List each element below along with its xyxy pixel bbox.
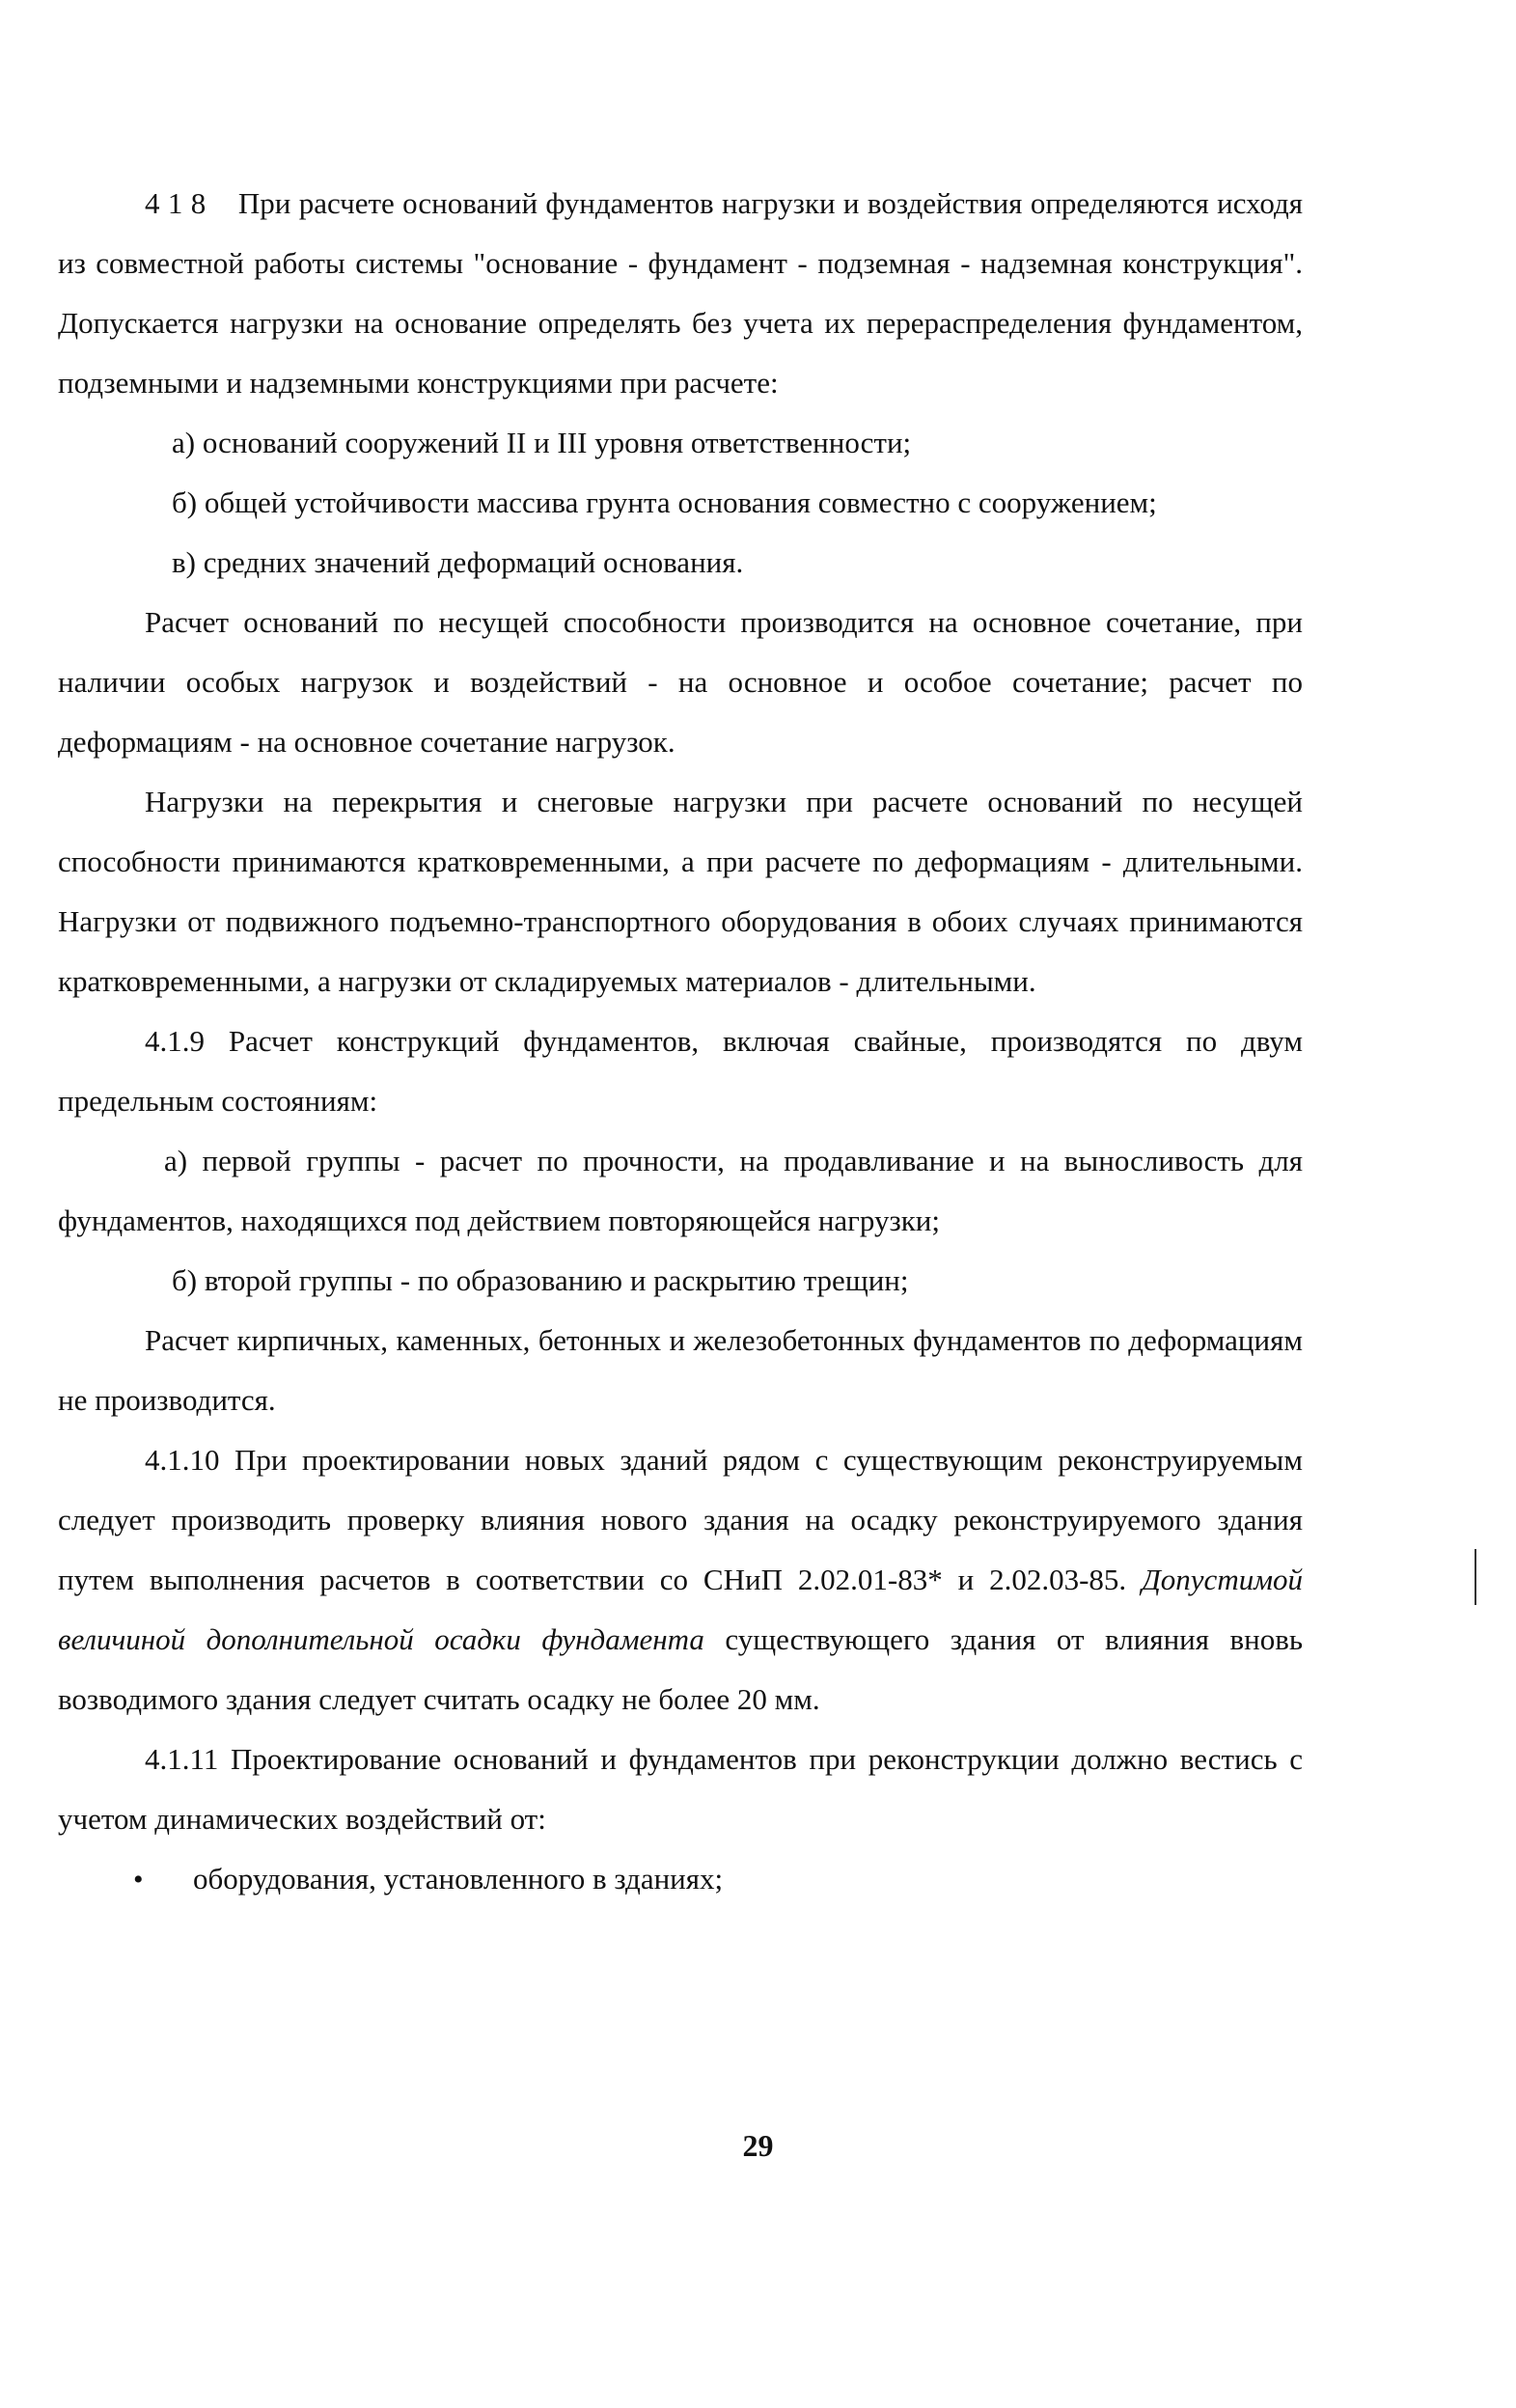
section-4-1-11-paragraph xyxy=(58,1730,1303,1849)
bullet-icon: • xyxy=(133,1864,144,1896)
list-item: в) средних значений деформаций основания. xyxy=(172,545,744,579)
list-item: а) оснований сооружений II и III уровня ответственности; xyxy=(172,426,912,459)
list-item: а) первой группы - расчет по прочности, на продавливание и на выносливость для фундаментов, находящихся под действием повторяющейся нагрузки; xyxy=(58,1144,1303,1237)
section-4-1-8-paragraph xyxy=(58,174,1303,413)
paragraph: Расчет оснований по несущей способности производится на основное сочетание, при наличии особых нагрузок и воздействий - на основное и особое сочетание; расчет по деформациям - на основное сочетание нагрузок. xyxy=(58,605,1303,759)
section-4-1-9-paragraph xyxy=(58,1011,1303,1131)
emphasized-text: Допустимой величиной дополнительной осадки фундамента xyxy=(58,1563,1303,1656)
paragraph-text: При проектировании новых зданий рядом с существующим реконструируемым следует производить проверку влияния нового здания на осадку реконструируемого здания путем выполнения расчетов в соответствии со СНиП 2.02.01-83* и 2.02.03-85. xyxy=(58,1443,1303,1596)
section-number: 4.1.11 xyxy=(145,1742,219,1776)
paragraph-text-tail: существующего здания от влияния вновь возводимого здания следует считать осадку не более 20 мм. xyxy=(58,1622,1304,1716)
paragraph-text: При расчете оснований фундаментов нагрузки и воздействия определяются исходя из совместной работы системы "основание - фундамент - подземная - надземная конструкция". Допускается нагрузки на основание определять без учета их перераспределения фундаментом, подземными и надземными конструкциями при расчете: xyxy=(58,186,1303,400)
section-number: 4.1.10 xyxy=(145,1443,220,1477)
section-4-1-10-paragraph xyxy=(58,1430,1303,1730)
bullet-text: оборудования, установленного в зданиях; xyxy=(193,1862,724,1896)
section-number: 4.1.9 xyxy=(145,1024,205,1058)
section-number: 4 1 8 xyxy=(145,186,207,220)
page-number: 29 xyxy=(742,2128,774,2163)
paragraph-text: Расчет конструкций фундаментов, включая свайные, производятся по двум предельным состояниям: xyxy=(58,1024,1303,1118)
list-item: б) второй группы - по образованию и раскрытию трещин; xyxy=(172,1263,909,1297)
paragraph: Расчет кирпичных, каменных, бетонных и железобетонных фундаментов по деформациям не производится. xyxy=(58,1323,1303,1417)
bullet-list-item xyxy=(58,1849,1303,1910)
document-page xyxy=(58,174,1303,1910)
margin-change-bar xyxy=(1475,1549,1476,1605)
paragraph-text: Проектирование оснований и фундаментов при реконструкции должно вестись с учетом динамических воздействий от: xyxy=(58,1742,1303,1836)
paragraph: Нагрузки на перекрытия и снеговые нагрузки при расчете оснований по несущей способности принимаются кратковременными, а при расчете по деформациям - длительными. Нагрузки от подвижного подъемно-транспортного оборудования в обоих случаях принимаются кратковременными, а нагрузки от складируемых материалов - длительными. xyxy=(58,785,1303,998)
list-item: б) общей устойчивости массива грунта основания совместно с сооружением; xyxy=(172,485,1157,519)
